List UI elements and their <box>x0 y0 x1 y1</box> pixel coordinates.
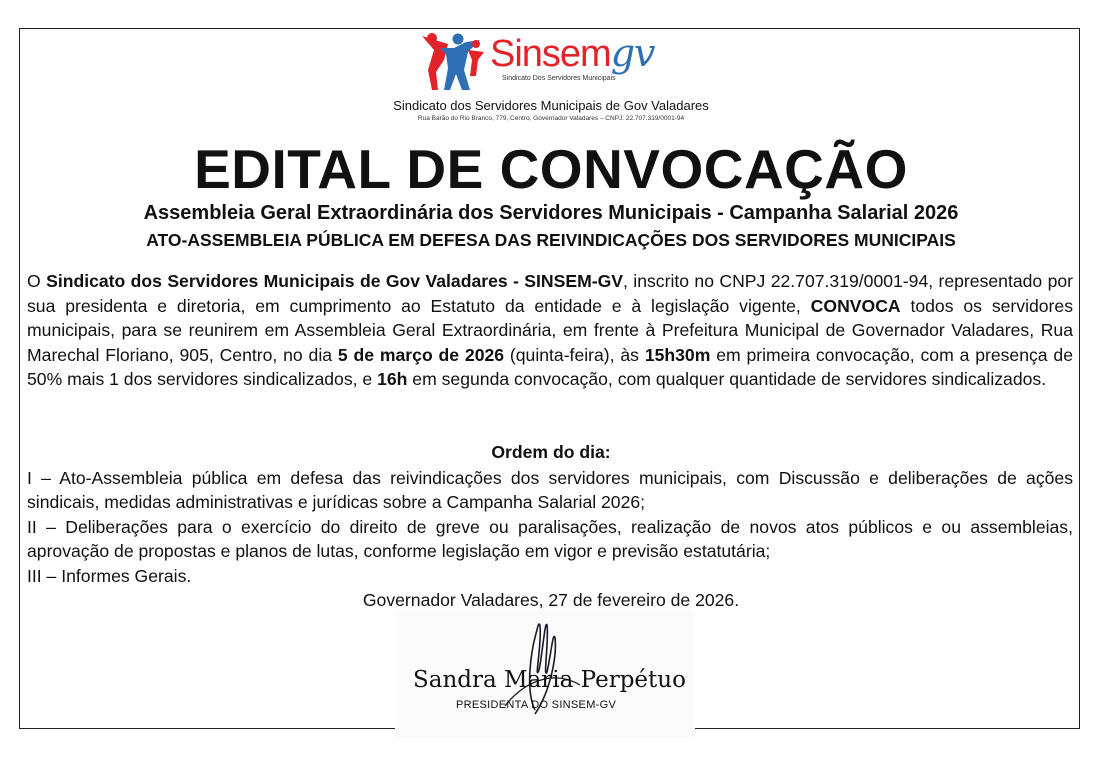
agenda-item: II – Deliberações para o exercício do direito de greve ou paralisações, realização de novos atos públicos e ou assembleias, aprovação de propostas e planos de lutas, conforme legislação em vigor e previsão estatutária; <box>27 516 1073 562</box>
signature-role: PRESIDENTA DO SINSEM-GV <box>456 699 617 711</box>
logo-tagline: Sindicato Dos Servidores Municipais <box>502 75 616 82</box>
agenda-item: III – Informes Gerais. <box>27 565 192 586</box>
page-title: EDITAL DE CONVOCAÇÃO <box>194 138 908 200</box>
agenda-title: Ordem do dia: <box>491 442 611 462</box>
agenda-item: I – Ato-Assembleia pública em defesa das reivindicações dos servidores municipais, com Discussão e deliberações de ações sindicais, medidas administrativas e jurídicas sobre a Campanha Salarial 2026; <box>27 468 1073 513</box>
sinsem-logo <box>418 30 668 92</box>
signature-name: Sandra Maria Perpétuo <box>413 667 686 693</box>
subtitle-assembly: Assembleia Geral Extraordinária dos Servidores Municipais - Campanha Salarial 2026 <box>143 202 959 224</box>
dateline: Governador Valadares, 27 de fevereiro de 2026. <box>362 590 740 610</box>
logo-brand: Sinsemgv <box>490 31 655 75</box>
subtitle-act: ATO-ASSEMBLEIA PÚBLICA EM DEFESA DAS REIVINDICAÇÕES DOS SERVIDORES MUNICIPAIS <box>146 230 956 250</box>
convocation-paragraph: O Sindicato dos Servidores Municipais de Gov Valadares - SINSEM-GV, inscrito no CNPJ 22.707.319/0001-94, representado por sua presidenta e diretoria, em cumprimento ao Estatuto da entidade e à legislação vigente, CONVOCA todos os servidores municipais, para se reunirem em Assembleia Geral Extraordinária, em frente à Prefeitura Municipal de Governador Valadares, Rua Marechal Floriano, 905, Centro, no dia 5 de março de 2026 (quinta-feira), às 15h30m em primeira convocação, com a presença de 50% mais 1 dos servidores sindicalizados, e 16h em segunda convocação, com qualquer quantidade de servidores sindicalizados. <box>27 271 1073 389</box>
org-name: Sindicato dos Servidores Municipais de Gov Valadares <box>393 98 709 113</box>
org-address: Rua Barão do Rio Branco, 779, Centro, Governador Valadares – CNPJ: 22.707.319/0001-94 <box>417 115 685 122</box>
figures-logo-icon <box>418 30 490 92</box>
agenda-list <box>27 466 1073 588</box>
